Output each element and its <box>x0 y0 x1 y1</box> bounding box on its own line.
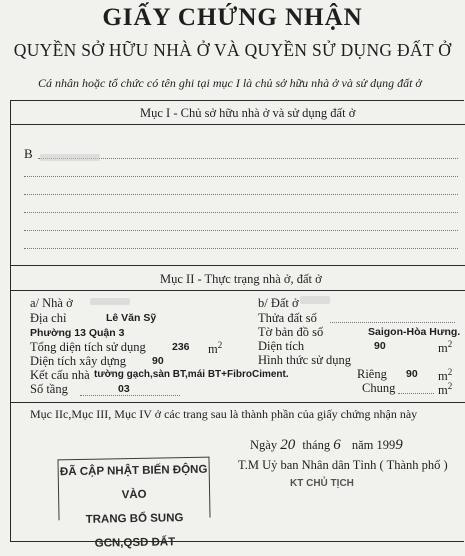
private-area-unit: $m^2$ <box>438 367 453 384</box>
fill-line <box>24 176 458 177</box>
map-sheet-value: Saigon-Hòa Hưng. <box>368 326 461 338</box>
fill-line <box>330 322 455 323</box>
fill-line <box>398 393 434 394</box>
section-2-top-rule <box>10 265 465 266</box>
private-area-value: 90 <box>406 368 418 380</box>
total-area-label: Tổng diện tích sử dụng <box>30 340 146 354</box>
date-month: 6 <box>333 437 341 453</box>
shared-area-unit: $m^2$ <box>438 381 453 398</box>
fill-line <box>24 230 458 231</box>
section-2-rule <box>10 290 465 291</box>
house-address-label: Địa chỉ <box>30 311 67 325</box>
total-area-value: 236 <box>172 341 190 353</box>
fill-line <box>24 212 458 213</box>
parcel-label: Thửa đất số <box>258 311 317 325</box>
section-1-title: Mục I - Chủ sở hữu nhà ở và sử dụng đất ở <box>140 106 356 120</box>
structure-label: Kết cấu nhà <box>30 368 90 382</box>
house-address-value: Lê Văn Sỹ <box>106 312 157 324</box>
intro-text: Cá nhân hoặc tổ chức có tên ghi tại mục I là chủ sở hữu nhà ở và sử dụng đất ở <box>38 76 422 90</box>
redaction-smudge <box>40 154 100 161</box>
land-heading: b/ Đất ở <box>258 296 299 310</box>
issuing-authority: T.M Uỷ ban Nhân dân Tỉnh ( Thành phố ) <box>238 458 448 472</box>
construction-area-label: Diện tích xây dựng <box>30 354 126 368</box>
floors-label: Số tầng <box>30 382 68 396</box>
date-year: 9 <box>395 437 403 453</box>
section-1-rule <box>10 124 465 125</box>
document-title: GIẤY CHỨNG NHẬN <box>102 4 363 31</box>
section-1-b-mark: B <box>24 146 33 161</box>
shared-area-label: Chung <box>362 381 396 395</box>
footer-note: Mục IIc,Mục III, Mục IV ở các trang sau là thành phần của giấy chứng nhận này <box>30 407 418 421</box>
footer-rule <box>10 402 465 403</box>
land-area-unit: $m^2$ <box>438 339 453 356</box>
document-subtitle: QUYỀN SỞ HỮU NHÀ Ở VÀ QUYỀN SỬ DỤNG ĐẤT Ở <box>13 40 452 60</box>
redaction-smudge <box>300 296 330 304</box>
issue-date: Ngày 20 tháng 6 năm 1999 <box>250 437 403 453</box>
construction-area-value: 90 <box>152 355 164 367</box>
structure-value: tường gạch,sàn BT,mái BT+FibroCiment. <box>94 369 289 380</box>
section-2-title: Mục II - Thực trạng nhà ở, đất ở <box>160 272 322 286</box>
house-address-line2: Phường 13 Quận 3 <box>30 327 125 339</box>
fill-line <box>80 395 180 396</box>
redaction-smudge <box>90 298 130 305</box>
floors-value: 03 <box>118 383 130 395</box>
land-area-value: 90 <box>374 340 386 352</box>
map-sheet-label: Tờ bản đồ số <box>258 325 324 339</box>
house-heading: a/ Nhà ở <box>30 296 73 310</box>
usage-form-label: Hình thức sử dụng <box>258 353 352 367</box>
private-area-label: Riêng <box>357 367 387 381</box>
fill-line <box>38 158 458 159</box>
land-area-label: Diện tích <box>258 339 305 353</box>
date-day: 20 <box>280 437 296 453</box>
update-stamp <box>57 457 210 550</box>
fill-line <box>24 194 458 195</box>
fill-line <box>24 248 458 249</box>
stamp-line-1: ĐÃ CẬP NHẬT BIẾN ĐỘNG VÀO <box>59 463 208 502</box>
signer-title: KT CHỦ TỊCH <box>290 478 354 489</box>
stamp-line-2: TRANG BỔ SUNG GCN,QSD ĐẤT <box>85 512 184 550</box>
total-area-unit: $m^2$ <box>208 340 223 357</box>
